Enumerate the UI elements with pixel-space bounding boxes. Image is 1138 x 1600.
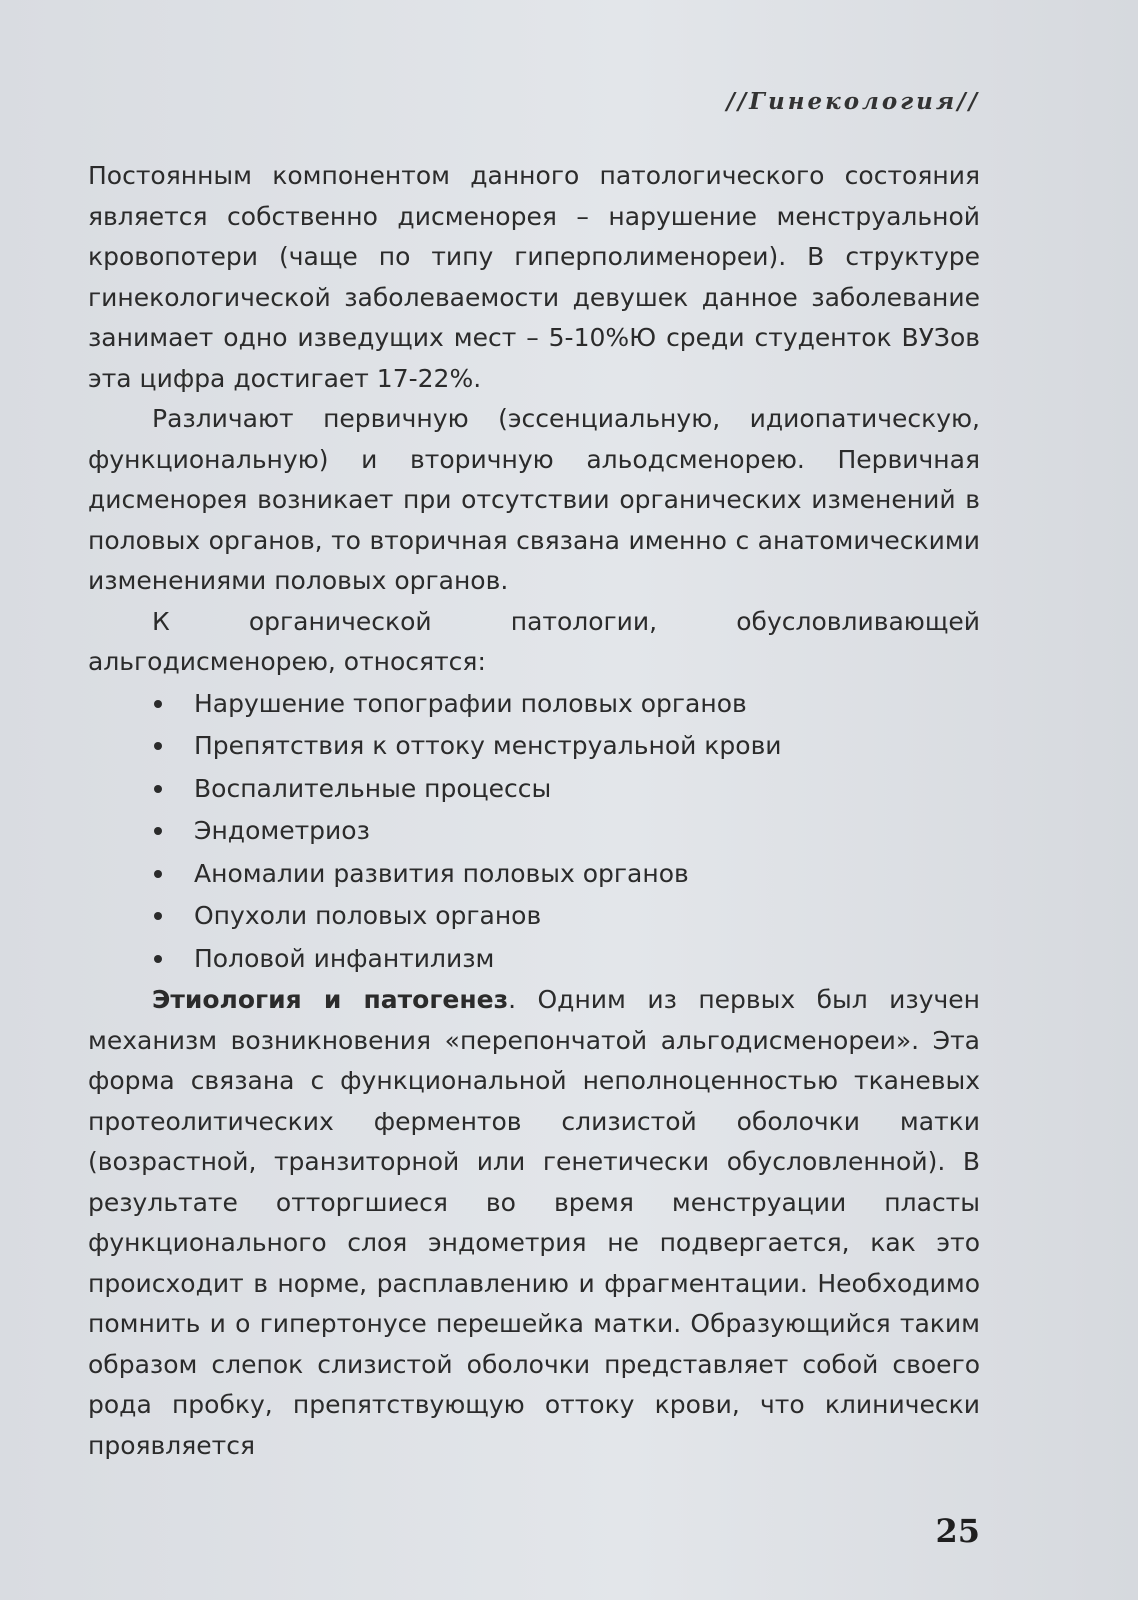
bullet-icon xyxy=(154,742,162,750)
list-item-text: Нарушение топографии половых органов xyxy=(194,688,747,718)
bullet-icon xyxy=(154,785,162,793)
bullet-icon xyxy=(154,912,162,920)
bullet-icon xyxy=(154,955,162,963)
list-item xyxy=(152,895,980,938)
paragraph-organic-pathology: К органической патологии, обусловливающей альгодисменорею, относятся: xyxy=(88,606,980,676)
page-number: 25 xyxy=(935,1512,980,1550)
paragraph-classification: Различают первичную (эссенциальную, идиопатическую, функциональную) и вторичную альодсменорею. Первичная дисменорея возникает при отсутствии органических изменений в половых органов, то вторичная связана именно с анатомическими изменениями половых органов. xyxy=(88,404,980,595)
bullet-icon xyxy=(154,870,162,878)
etiology-heading: Этиология и патогенез xyxy=(152,985,509,1014)
pathology-list xyxy=(88,683,980,981)
list-item xyxy=(152,683,980,726)
list-item xyxy=(152,938,980,981)
list-item xyxy=(152,768,980,811)
list-item xyxy=(152,725,980,768)
paragraph-intro: Постоянным компонентом данного патологического состояния является собственно дисменорея – нарушение менструальной кровопотери (чаще по типу гиперполименореи). В структуре гинекологической заболеваемости девушек данное заболевание занимает одно изведущих мест – 5-10%Ю среди студенток ВУЗов эта цифра достигает 17-22%. xyxy=(88,161,980,393)
bullet-icon xyxy=(154,700,162,708)
running-header: //Гинекология// xyxy=(726,88,980,115)
list-item-text: Половой инфантилизм xyxy=(194,943,495,973)
list-item-text: Препятствия к оттоку менструальной крови xyxy=(194,731,782,760)
paragraph-etiology xyxy=(88,980,980,1466)
list-item-text: Эндометриоз xyxy=(194,816,370,845)
page-body xyxy=(88,156,980,1466)
bullet-icon xyxy=(154,827,162,835)
list-item xyxy=(152,810,980,853)
list-item xyxy=(152,853,980,896)
list-item-text: Воспалительные процессы xyxy=(194,773,552,803)
list-item-text: Аномалии развития половых органов xyxy=(194,858,689,888)
list-item-text: Опухоли половых органов xyxy=(194,901,542,930)
etiology-text: . Одним из первых был изучен механизм возникновения «перепончатой альгодисменореи». Эта форма связана с функциональной неполноценностью тканевых протеолитических ферментов слизистой оболочки матки (возрастной, транзиторной или генетически обусловленной). В результате отторгшиеся во время менструации пласты функционального слоя эндометрия не подвергается, как это происходит в норме, расплавлению и фрагментации. Необходимо помнить и о гипертонусе перешейка матки. Образующийся таким образом слепок слизистой оболочки представляет собой своего рода пробку, препятствующую оттоку крови, что клинически проявляется xyxy=(88,985,981,1460)
